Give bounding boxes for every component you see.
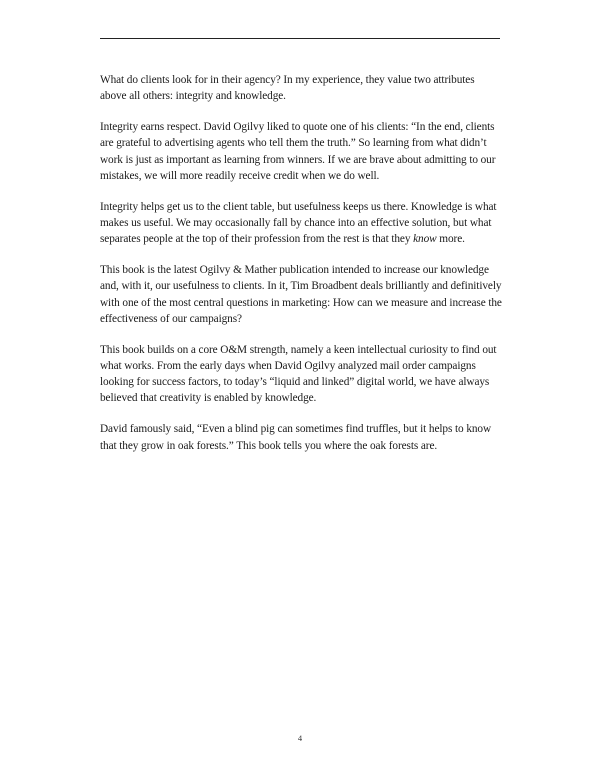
paragraph-book-intro: This book is the latest Ogilvy & Mather publication intended to increase our knowledge and, with it, our usefulness to clients. In it, Tim Broadbent deals brilliantly and definitively with one of the most central questions in marketing: How can we measure and increase the effectiveness of our campaigns? (100, 264, 502, 325)
emphasis-know: know (413, 233, 437, 246)
paragraph-integrity-respect: Integrity earns respect. David Ogilvy liked to quote one of his clients: “In the end, clients are grateful to advertising agents who tell them the truth.” So learning from what didn’t work is just as important as learning from winners. If we are brave about admitting to our mistakes, we will more readily receive credit when we do well. (100, 121, 496, 182)
paragraph-usefulness-after: more. (436, 233, 465, 246)
paragraph-agency-attributes: What do clients look for in their agency? In my experience, they value two attributes above all others: integrity and knowledge. (100, 74, 475, 103)
body-text (100, 72, 502, 469)
header-rule (100, 38, 500, 39)
paragraph-om-strength: This book builds on a core O&M strength, namely a keen intellectual curiosity to find out what works. From the early days when David Ogilvy analyzed mail order campaigns looking for success factors, to today’s “liquid and linked” digital world, we have always believed that creativity is enabled by knowledge. (100, 343, 497, 405)
paragraph-truffles-quote: David famously said, “Even a blind pig can sometimes find truffles, but it helps to know that they grow in oak forests.” This book tells you where the oak forests are. (100, 423, 492, 452)
paragraph-usefulness-before: Integrity helps get us to the client table, but usefulness keeps us there. Knowledge is what makes us useful. We may occasionally fall by chance into an effective solution, but what separates people at the top of their profession from the rest is that they (100, 200, 497, 246)
page-number: 4 (297, 733, 303, 743)
paragraph-usefulness (100, 199, 502, 248)
